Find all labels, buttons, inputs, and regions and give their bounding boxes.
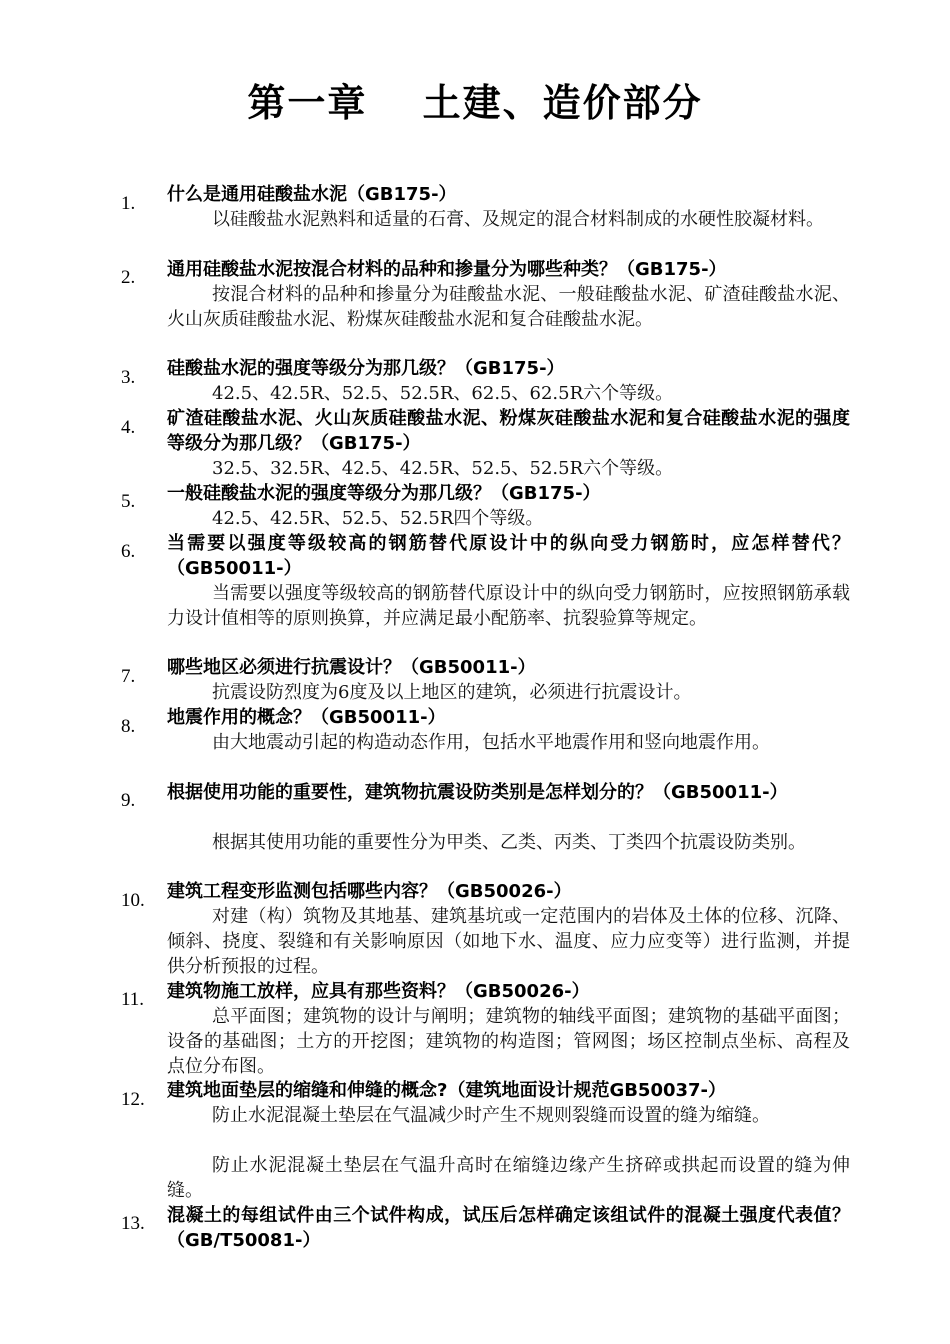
question-number: 1.: [121, 193, 136, 214]
question-number: 10.: [121, 890, 145, 911]
question-text: 哪些地区必须进行抗震设计？（GB50011-）: [167, 657, 536, 678]
question-text: 建筑地面垫层的缩缝和伸缝的概念?（建筑地面设计规范GB50037-）: [167, 1080, 727, 1101]
answer-text: 防止水泥混凝土垫层在气温升高时在缩缝边缘产生挤碎或拱起而设置的缝为伸缝。: [167, 1155, 850, 1201]
question-text: 当需要以强度等级较高的钢筋替代原设计中的纵向受力钢筋时，应怎样替代？（GB50011-）: [167, 533, 850, 579]
question-text: 通用硅酸盐水泥按混合材料的品种和掺量分为哪些种类？（GB175-）: [167, 259, 727, 280]
question-text: 建筑物施工放样，应具有那些资料？（GB50026-）: [167, 981, 590, 1002]
answer-text: 42.5、42.5R、52.5、52.5R四个等级。: [212, 508, 544, 529]
answer-text: 防止水泥混凝土垫层在气温减少时产生不规则裂缝而设置的缝为缩缝。: [212, 1105, 770, 1126]
answer-text: 以硅酸盐水泥熟料和适量的石膏、及规定的混合材料制成的水硬性胶凝材料。: [212, 209, 824, 230]
question-text: 矿渣硅酸盐水泥、火山灰质硅酸盐水泥、粉煤灰硅酸盐水泥和复合硅酸盐水泥的强度等级分为那几级？（GB175-）: [167, 408, 850, 454]
question-number: 2.: [121, 267, 136, 288]
question-number: 8.: [121, 716, 136, 737]
answer-text: 抗震设防烈度为6度及以上地区的建筑，必须进行抗震设计。: [212, 682, 692, 703]
question-text: 混凝土的每组试件由三个试件构成，试压后怎样确定该组试件的混凝土强度代表值？（GB/T50081-）: [167, 1205, 850, 1251]
answer-text: 对建（构）筑物及其地基、建筑基坑或一定范围内的岩体及土体的位移、沉降、倾斜、挠度、裂缝和有关影响原因（如地下水、温度、应力应变等）进行监测，并提供分析预报的过程。: [167, 906, 850, 977]
question-number: 11.: [121, 989, 145, 1010]
question-text: 地震作用的概念？（GB50011-）: [167, 707, 446, 728]
question-number: 12.: [121, 1089, 145, 1110]
question-number: 4.: [121, 417, 136, 438]
question-text: 什么是通用硅酸盐水泥（GB175-）: [167, 184, 457, 205]
answer-text: 按混合材料的品种和掺量分为硅酸盐水泥、一般硅酸盐水泥、矿渣硅酸盐水泥、火山灰质硅酸盐水泥、粉煤灰硅酸盐水泥和复合硅酸盐水泥。: [167, 284, 850, 330]
question-number: 3.: [121, 367, 136, 388]
chapter-title: 第一章 土建、造价部分: [247, 81, 703, 125]
answer-text: 当需要以强度等级较高的钢筋替代原设计中的纵向受力钢筋时，应按照钢筋承载力设计值相等的原则换算，并应满足最小配筋率、抗裂验算等规定。: [167, 583, 850, 629]
question-text: 建筑工程变形监测包括哪些内容？（GB50026-）: [167, 881, 572, 902]
question-number: 6.: [121, 541, 136, 562]
answer-text: 总平面图；建筑物的设计与阐明；建筑物的轴线平面图；建筑物的基础平面图；设备的基础图；土方的开挖图；建筑物的构造图；管网图；场区控制点坐标、高程及点位分布图。: [167, 1006, 850, 1077]
question-text: 一般硅酸盐水泥的强度等级分为那几级？（GB175-）: [167, 483, 601, 504]
question-number: 7.: [121, 666, 136, 687]
answer-text: 由大地震动引起的构造动态作用，包括水平地震作用和竖向地震作用。: [212, 732, 770, 753]
answer-text: 42.5、42.5R、52.5、52.5R、62.5、62.5R六个等级。: [212, 383, 674, 404]
question-text: 硅酸盐水泥的强度等级分为那几级？（GB175-）: [167, 358, 565, 379]
question-number: 9.: [121, 790, 136, 811]
answer-text: 根据其使用功能的重要性分为甲类、乙类、丙类、丁类四个抗震设防类别。: [212, 832, 806, 853]
answer-text: 32.5、32.5R、42.5、42.5R、52.5、52.5R六个等级。: [212, 458, 674, 479]
question-number: 5.: [121, 491, 136, 512]
question-text: 根据使用功能的重要性，建筑物抗震设防类别是怎样划分的？（GB50011-）: [167, 782, 788, 803]
question-number: 13.: [121, 1213, 145, 1234]
